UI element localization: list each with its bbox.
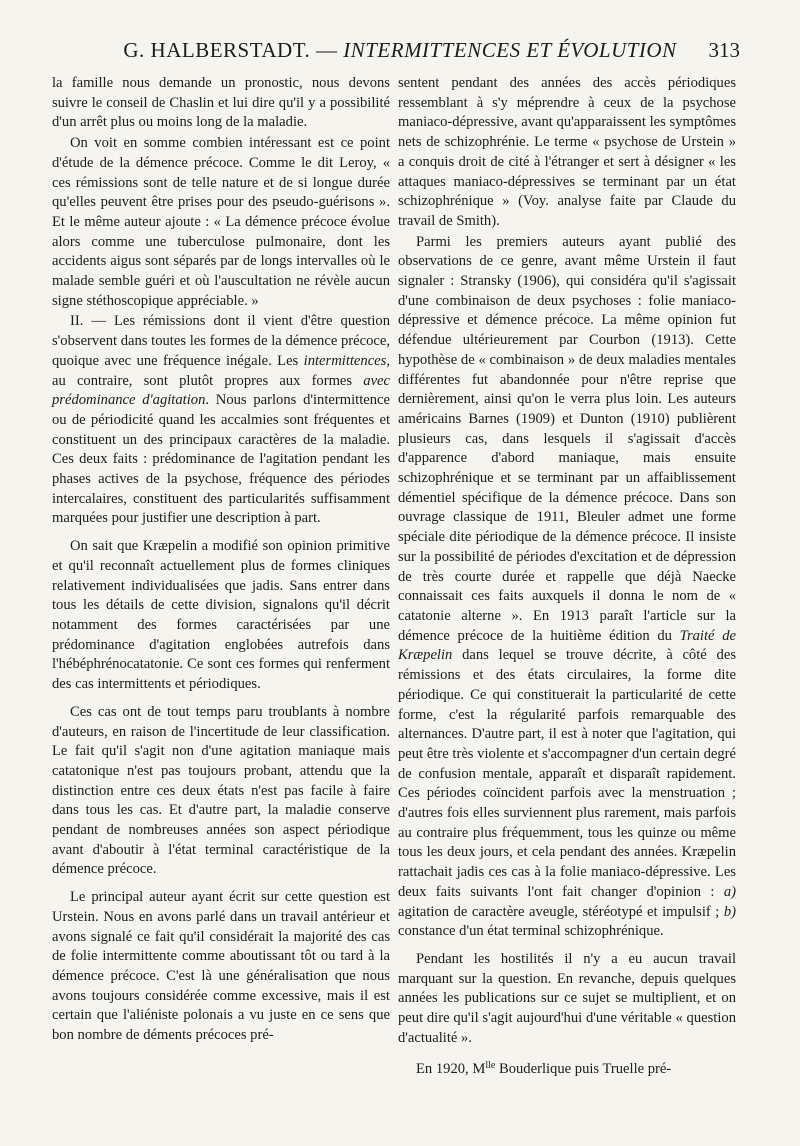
header-author: G. HALBERSTADT. — <box>123 38 338 62</box>
left-paragraph-3 <box>52 312 390 529</box>
header-title: INTERMITTENCES ET ÉVOLUTION <box>343 38 677 62</box>
right-p2-text-b: dans lequel se trouve décrite, à côté des rémissions et des états circulaires, la forme dite périodique. Ce qui constituerait la particularité de cette forme, c'est la régularité parfois remarquable des alternances. D'autre part, il est à noter que l'agitation, qui peut être très violente et s'accompagner d'un certain degré de confusion mentale, apparaît et disparaît rapidement. Ces périodes coïncident parfois avec la menstruation ; d'autres fois elles surviennent plus rarement, mais parfois au contraire plus fréquemment, tous les quinze ou même tous les deux jours, et cela pendant des années. Kræpelin rattachait jadis ces cas à la folie maniaco-dépressive. Les deux faits suivants l'ont fait changer d'opinion : <box>398 647 736 900</box>
left-paragraph-6: Le principal auteur ayant écrit sur cette question est Urstein. Nous en avons parlé dans un travail antérieur et avons signalé ce fait qu'il considérait la majorité des cas de folie intermittente comme aboutissant tôt ou tard à la démence précoce. C'est là une généralisation que nous avons toujours considérée comme excessive, mais il est certain que l'aliéniste polonais a vu juste en ce sens que bon nombre de déments précoces pré- <box>52 889 390 1044</box>
right-p2-text-c: agitation de caractère aveugle, stéréotypé et impulsif ; <box>398 903 724 920</box>
right-paragraph-4 <box>398 1056 736 1080</box>
right-p2-emphasis: Traité de Kræpelin <box>398 627 736 664</box>
right-paragraph-3: Pendant les hostilités il n'y a eu aucun travail marquant sur la question. En revanche, depuis quelques années les publications sur ce sujet se multiplient, et on peut dire qu'il s'agit aujourd'hui d'une véritable « question d'actualité ». <box>398 950 736 1046</box>
left-p3-emphasis-1: intermittences <box>303 352 387 369</box>
left-p3-text-c: . Nous parlons d'intermittence ou de périodicité quand les accalmies sont fréquentes et constituent un des principaux caractères de la maladie. Ces deux faits : prédominance de l'agitation pendant les phases actives de la psychose, fréquence des périodes intercalaires, constituent des particularités suffisamment marquées pour justifier une description à part. <box>52 392 390 527</box>
right-p4-text-a: En 1920, M <box>416 1061 486 1078</box>
right-p2-item-a: a) <box>723 883 736 900</box>
right-p2-text-a: Parmi les premiers auteurs ayant publié des observations de ce genre, avant même Urstein il faut signaler : Stransky (1906), qui considéra qu'il s'agissait d'une combinaison de deux psychoses : folie maniaco-dépressive et démence précoce. La même opinion fut défendue ultérieurement par Courbon (1913). Cette hypothèse de « combinaison » de deux maladies mentales différentes fut abandonnée pour n'être reprise que dernièrement, ainsi qu'on le verra plus loin. Les auteurs américains Barnes (1909) et Dunton (1910) publièrent plusieurs cas, dans lesquels il s'agissait d'accès d'apparence d'abord maniaque, mais ensuite schizophrénique et se terminant par un affaiblissement démentiel spécifique de la démence précoce. Dans son ouvrage classique de 1911, Bleuler admet une forme spéciale dite périodique de la démence précoce. Il insiste sur la possibilité de périodes d'excitation et de dépression de très courte durée et rappelle que déjà Naecke connaissait ces faits auxquels il donna le nom de « catatonie alterne ». En 1913 paraît l'article sur la démence précoce de la huitième édition du <box>398 233 736 644</box>
right-p2-item-b: b) <box>723 903 736 920</box>
left-paragraph-4: On sait que Kræpelin a modifié son opinion primitive et qu'il reconnaît actuellement plus de formes cliniques relativement individualisées que jadis. Sans entrer dans tous les détails de cette division, signalons qu'il décrit notamment des formes caractérisées par une prédominance d'agitation englobées autrefois dans l'hébéphrénocatatonie. Ce sont ces formes qui renferment des cas intermittents et périodiques. <box>52 538 390 693</box>
right-paragraph-2 <box>398 233 736 942</box>
left-paragraph-5: Ces cas ont de tout temps paru troublants à nombre d'auteurs, en raison de l'incertitude de leur classification. Le fait qu'il s'agit non d'une agitation maniaque mais catatonique n'est pas toujours probant, attendu que la distinction entre ces deux états n'est pas facile à faire dans tous les cas. Et d'autre part, la maladie conserve pendant de nombreuses années son aspect périodique avant d'aboutir à l'état terminal caractéristique de la démence précoce. <box>52 703 390 878</box>
left-paragraph-2: On voit en somme combien intéressant est ce point d'étude de la démence précoce. Comme le dit Leroy, « ces rémissions sont de telle nature et de si longue durée qu'elles peuvent être prises pour des pseudo-guérisons ». Et le même auteur ajoute : « La démence précoce évolue alors comme une tuberculose pulmonaire, dont les accidents aigus sont séparés par de longs intervalles où le malade semble guéri et où l'auscultation ne révèle aucun signe stéthoscopique appréciable. » <box>52 135 390 309</box>
left-p3-text-b: , au contraire, sont plutôt propres aux formes <box>52 352 390 389</box>
page-number: 313 <box>708 38 740 62</box>
left-paragraph-1: la famille nous demande un pronostic, nous devons suivre le conseil de Chaslin et lui dire qu'il y a possibilité d'un arrêt plus ou moins long de la maladie. <box>52 75 390 131</box>
left-p3-text-a: II. — Les rémissions dont il vient d'être question s'observent dans toutes les formes de la démence précoce, quoique avec une fréquence inégale. Les <box>52 313 390 369</box>
right-p2-text-d: constance d'un état terminal schizophrénique. <box>398 923 664 940</box>
right-p4-text-b: Bouderlique puis Truelle pré- <box>495 1061 672 1078</box>
left-p3-emphasis-2: avec prédominance d'agitation <box>52 372 390 409</box>
right-p4-superscript: lle <box>485 1060 496 1072</box>
left-column <box>52 74 390 1046</box>
right-paragraph-1: sentent pendant des années des accès périodiques ressemblant à s'y méprendre à ceux de la psychose maniaco-dépressive, avant qu'apparaissent les symptômes nets de schizophrénie. Le terme « psychose de Urstein » a conquis droit de cité à l'étranger et sert à désigner « les attaques maniaco-dépressives se terminant par un état schizophrénique » (Voy. analyse faite par Claude du travail de Smith). <box>398 75 736 229</box>
running-header <box>60 38 740 68</box>
right-column <box>398 74 736 1080</box>
running-title <box>60 38 740 63</box>
